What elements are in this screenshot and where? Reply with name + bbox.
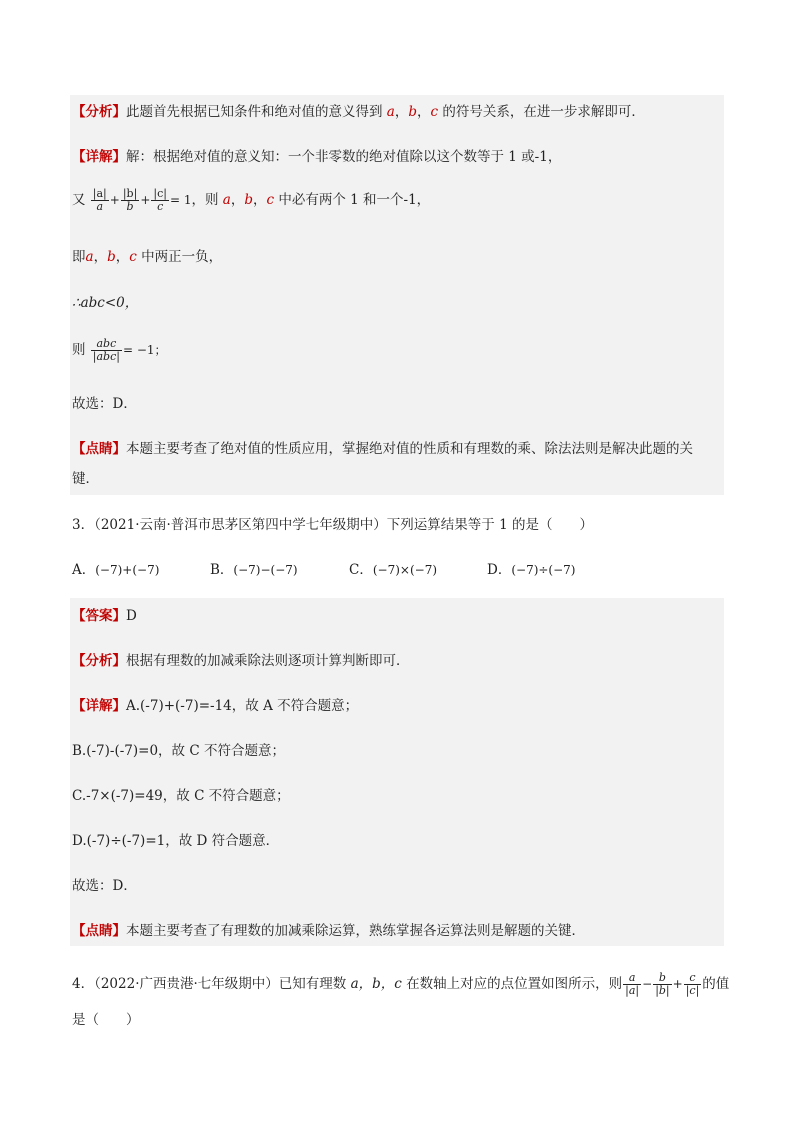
analysis-tag: 【分析】: [72, 104, 126, 120]
option-d: D．(−7)÷(−7): [487, 562, 576, 578]
choose-line-q3: 故选：D．: [72, 878, 137, 894]
detail-line-2: 又 $\frac{|a|}{a}$ + $\frac{|b|}{b}$ + $\frac{|c|}{c}$ = 1，则 a，b，c 中必有两个 1 和一个-1，: [72, 187, 431, 213]
answer-line: [72, 606, 137, 626]
detail-tag: 【详解】: [72, 149, 126, 165]
q4-stem-line-1: 4．（2022·广西贵港·七年级期中）已知有理数 a，b，c 在数轴上对应的点位置如图所示，则 $\frac{a}{|a|}$ − $\frac{b}{|b|}$ + $\frac{c}{|c|}$ 的值: [72, 971, 730, 997]
var-a: a: [386, 104, 395, 120]
q4-stem-line-2: 是（ ）: [72, 1012, 140, 1028]
choose-line-q2: 故选：D．: [72, 396, 137, 412]
detail-line-3: 即a，b，c 中两正一负，: [72, 249, 223, 265]
detail-text: 解：根据绝对值的意义知：一个非零数的绝对值除以这个数等于 1 或-1，: [126, 149, 562, 165]
detail-line-5: 则 $\frac{\text{abc}}{\text{|abc|}}$ = −1；: [72, 337, 167, 363]
q3-analysis-line: 【分析】根据有理数的加减乘除法则逐项计算判断即可．: [72, 653, 410, 669]
analysis-line: 【分析】此题首先根据已知条件和绝对值的意义得到 a，b，c 的符号关系，在进一步求解即可．: [72, 104, 645, 120]
fraction-abs-b: $\frac{|b|}{b}$: [122, 187, 138, 213]
detail-line-1: [72, 147, 561, 167]
q4-fraction-b: $\frac{b}{|b|}$: [655, 971, 670, 997]
comment-tag: 【点睛】: [72, 441, 126, 457]
q3-detail-b: B.(-7)-(-7)=0，故 C 不符合题意；: [72, 743, 285, 759]
q3-comment-line: 【点睛】本题主要考查了有理数的加减乘除运算，熟练掌握各运算法则是解题的关键．: [72, 923, 585, 939]
option-c: C．(−7)×(−7): [349, 562, 438, 578]
q3-detail-c: C.-7×(-7)=49，故 C 不符合题意；: [72, 788, 290, 804]
q4-fraction-c: $\frac{c}{|c|}$: [685, 971, 700, 997]
answer-value: D: [126, 608, 137, 624]
q3-stem: 3．（2021·云南·普洱市思茅区第四中学七年级期中）下列运算结果等于 1 的是（ ）: [72, 517, 593, 533]
fraction-abs-a: $\frac{|a|}{a}$: [92, 187, 107, 213]
option-a: A．(−7)+(−7): [72, 562, 160, 578]
comment-line-1: [72, 439, 693, 459]
q3-detail-a: 【详解】A.(-7)+(-7)=-14，故 A 不符合题意；: [72, 698, 359, 714]
fraction-abc: $\frac{\text{abc}}{\text{|abc|}}$: [92, 337, 120, 363]
q4-fraction-a: $\frac{a}{|a|}$: [625, 971, 640, 997]
answer-tag: 【答案】: [72, 608, 126, 624]
detail-line-4: ∴abc<0，: [72, 295, 139, 311]
option-b: B．(−7)−(−7): [210, 562, 298, 578]
q3-detail-d: D.(-7)÷(-7)=1，故 D 符合题意．: [72, 833, 280, 849]
analysis-text: 此题首先根据已知条件和绝对值的意义得到: [126, 104, 383, 120]
fraction-abs-c: $\frac{|c|}{c}$: [153, 187, 167, 213]
analysis-tail: 的符号关系，在进一步求解即可．: [442, 104, 645, 120]
comment-text: 本题主要考查了绝对值的性质应用，掌握绝对值的性质和有理数的乘、除法法则是解决此题的关: [126, 441, 693, 457]
comment-line-2: 键．: [72, 471, 99, 487]
